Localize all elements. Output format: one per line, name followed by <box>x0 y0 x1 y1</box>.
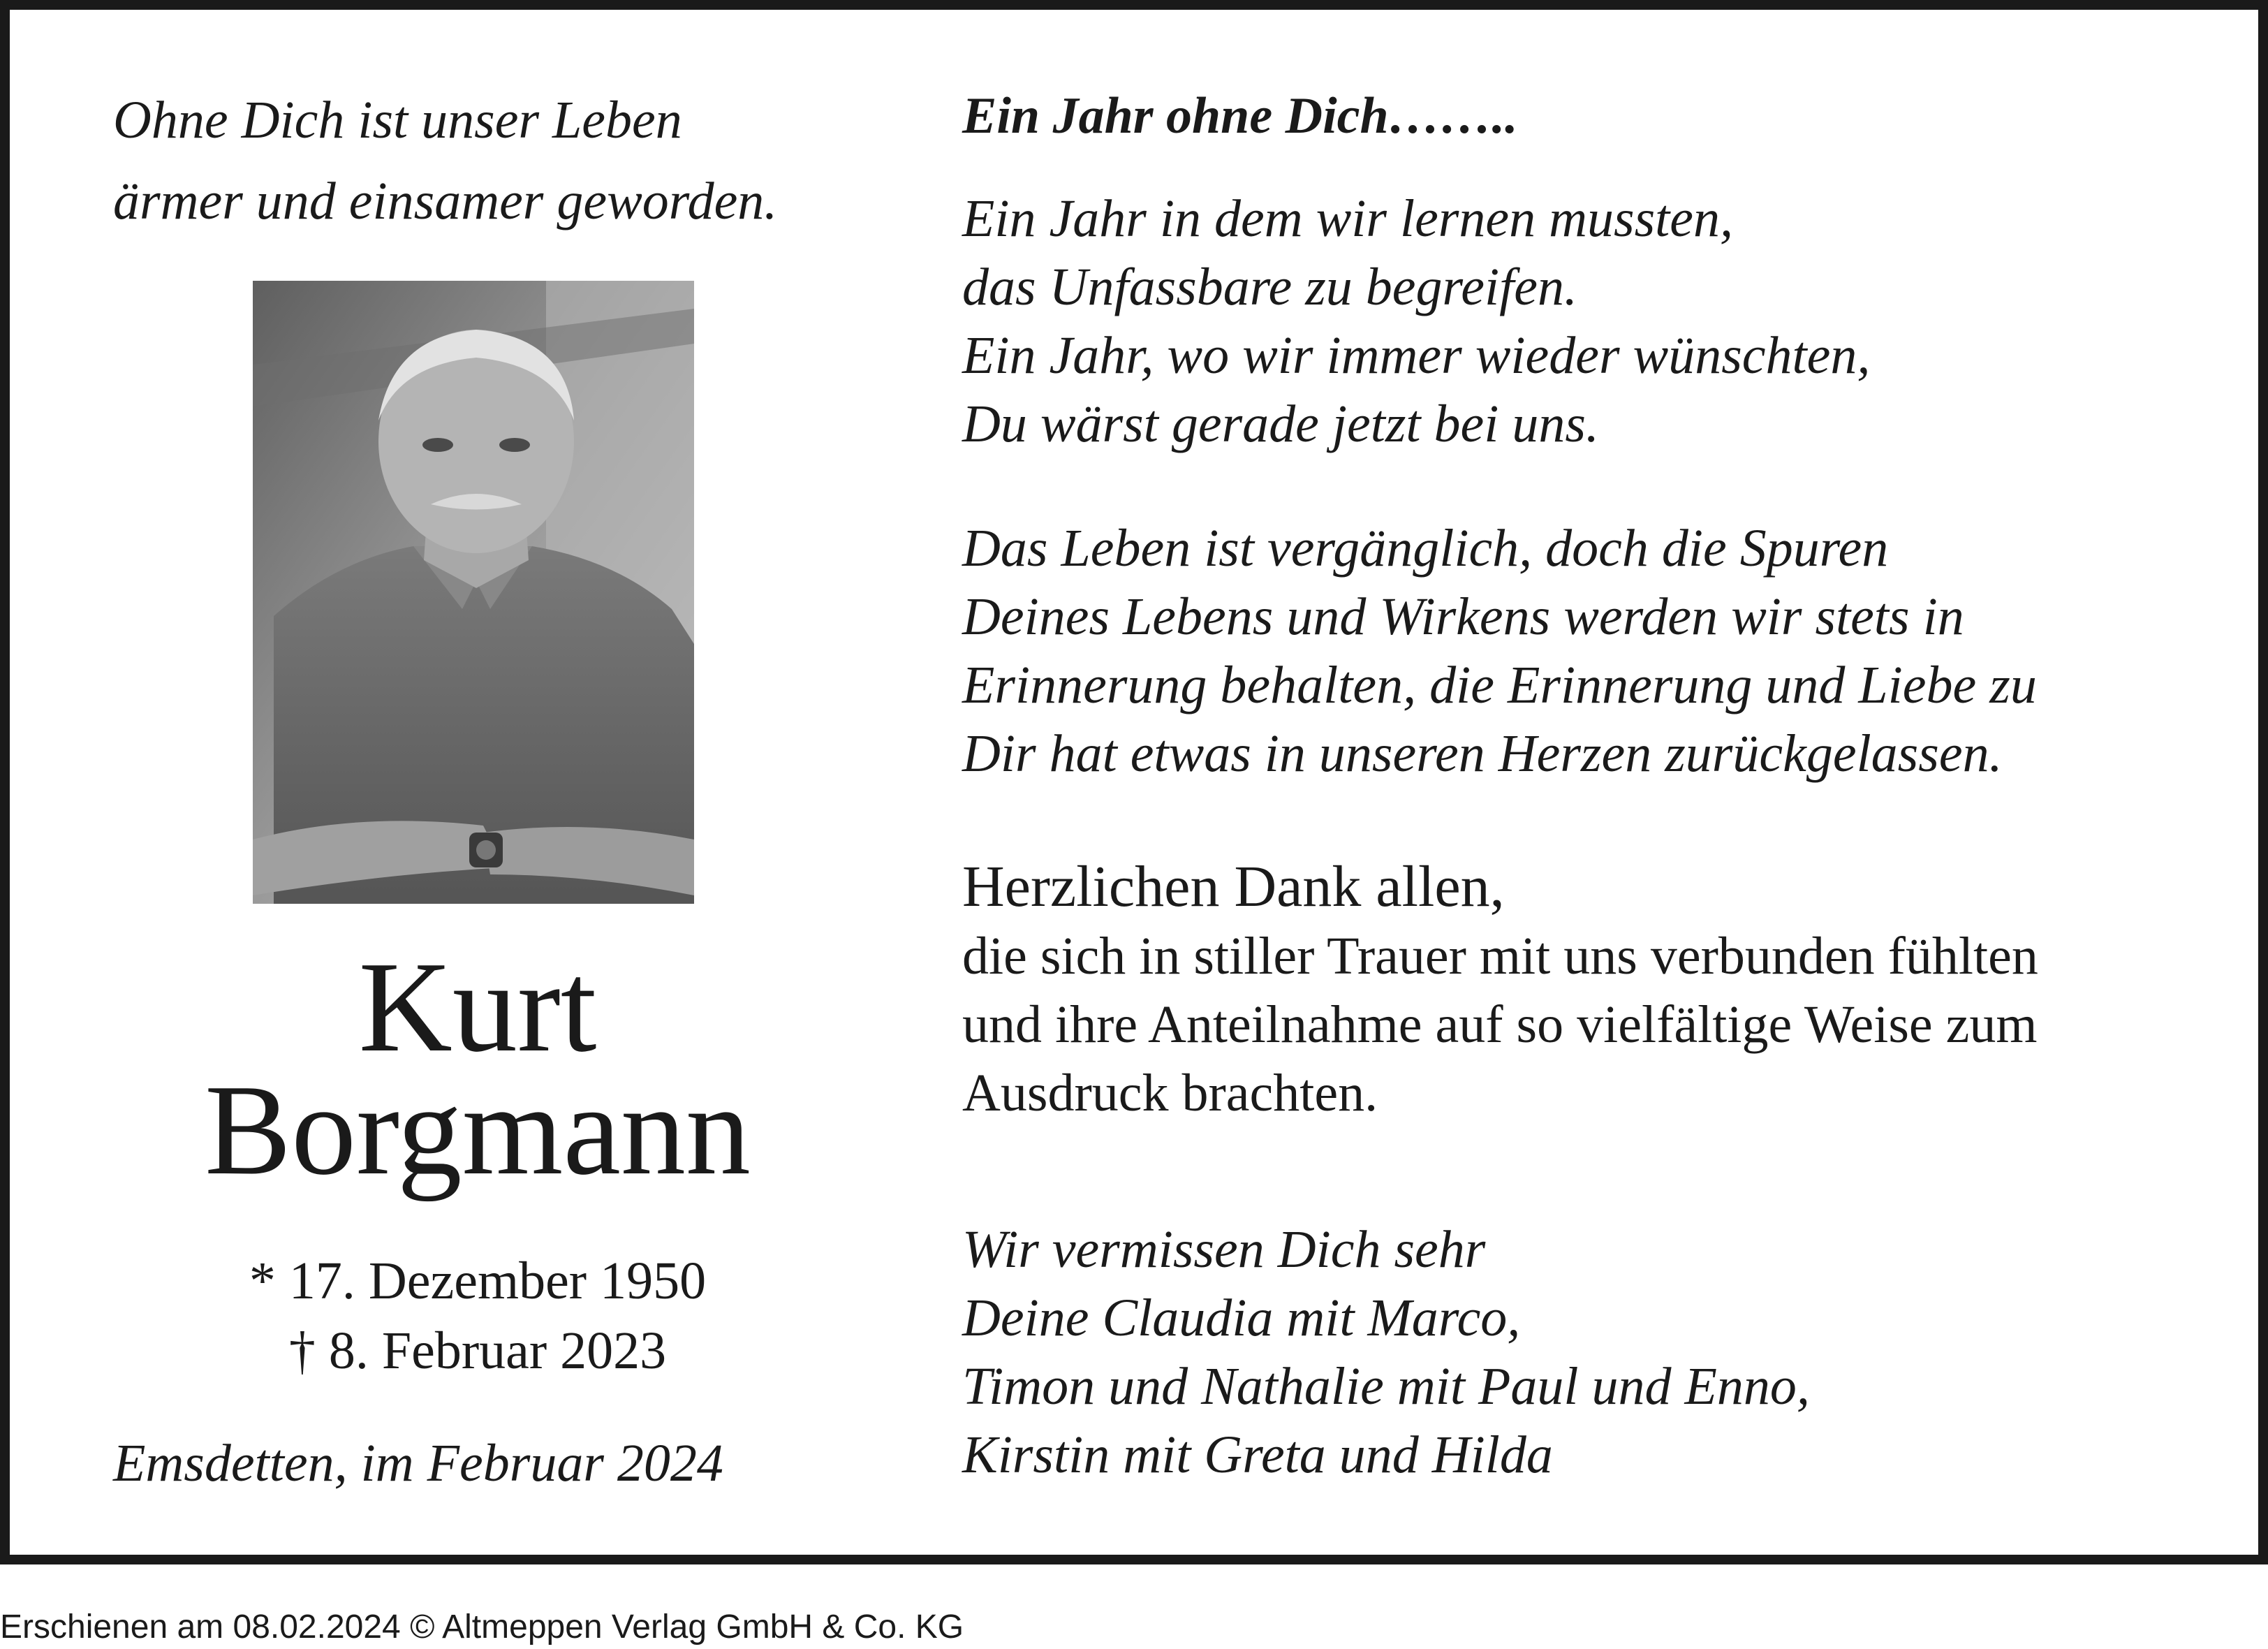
thanks-text <box>962 922 2038 1127</box>
name-first: Kurt <box>358 935 597 1079</box>
signoff-line: Kirstin mit Greta und Hilda <box>962 1426 1553 1484</box>
motto-line: Ohne Dich ist unser Leben <box>113 91 682 149</box>
stanza-line: Du wärst gerade jetzt bei uns. <box>962 395 1599 453</box>
stanza-line: Deines Lebens und Wirkens werden wir stets in <box>962 587 1964 646</box>
stanza-one <box>962 184 1870 458</box>
thanks-line: und ihre Anteilnahme auf so vielfältige Weise zum <box>962 995 2038 1054</box>
birth-date: * 17. Dezember 1950 <box>249 1252 707 1310</box>
signoff-line: Wir vermissen Dich sehr <box>962 1220 1486 1279</box>
poem-heading: Ein Jahr ohne Dich…….. <box>962 87 1518 145</box>
signoff-line: Deine Claudia mit Marco, <box>962 1289 1521 1347</box>
place-date: Emsdetten, im Februar 2024 <box>113 1434 723 1493</box>
publication-credit: Erschienen am 08.02.2024 © Altmeppen Verlag GmbH & Co. KG <box>0 1608 964 1646</box>
stanza-line: Dir hat etwas in unseren Herzen zurückgelassen. <box>962 724 2003 783</box>
stanza-two <box>962 514 2037 788</box>
signoff-line: Timon und Nathalie mit Paul und Enno, <box>962 1357 1810 1416</box>
stanza-line: Ein Jahr in dem wir lernen mussten, <box>962 189 1734 248</box>
thanks-title: Herzlichen Dank allen, <box>962 854 1505 919</box>
portrait-photo <box>253 281 694 904</box>
stanza-line: Das Leben ist vergänglich, doch die Spuren <box>962 519 1889 578</box>
thanks-line: Ausdruck brachten. <box>962 1064 1378 1122</box>
portrait-illustration <box>253 281 694 904</box>
name-last: Borgmann <box>205 1058 751 1202</box>
stanza-line: Ein Jahr, wo wir immer wieder wünschten, <box>962 326 1871 385</box>
death-date: † 8. Februar 2023 <box>288 1321 667 1380</box>
stanza-line: Erinnerung behalten, die Erinnerung und Liebe zu <box>962 656 2037 714</box>
motto-line: ärmer und einsamer geworden. <box>113 172 778 230</box>
thanks-line: die sich in stiller Trauer mit uns verbunden fühlten <box>962 927 2038 985</box>
stanza-line: das Unfassbare zu begreifen. <box>962 258 1577 316</box>
motto <box>113 80 777 242</box>
family-signoff <box>962 1215 1810 1489</box>
